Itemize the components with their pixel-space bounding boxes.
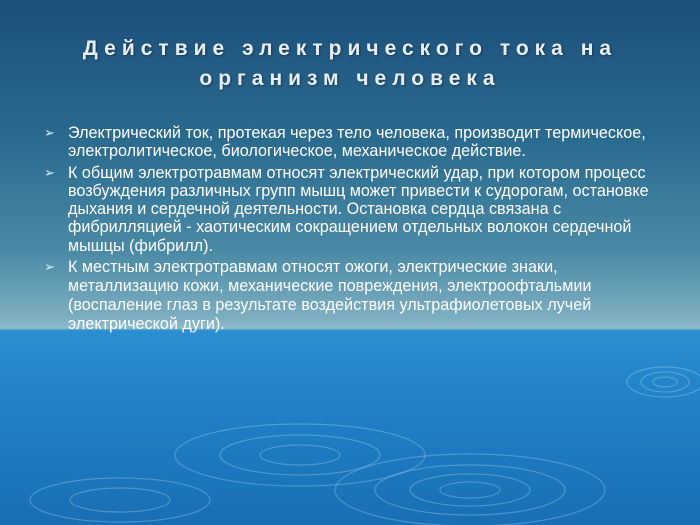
list-item: [44, 164, 664, 255]
arrow-bullet-icon: ➢: [44, 259, 55, 275]
bullet-list: [44, 124, 664, 337]
list-item: [44, 124, 664, 161]
list-item: [44, 258, 664, 334]
arrow-bullet-icon: ➢: [44, 125, 55, 140]
bullet-text: К общим электротравмам относят электрический удар, при котором процесс возбуждения различных групп мышц может привести к судорогам, остановке дыхания и сердечной деятельности. Остановка сердца связана с фибрилляцией - хаотическим сокращением отдельных волокон сердечной мышцы (фибрилл).: [68, 163, 649, 255]
arrow-bullet-icon: ➢: [44, 164, 55, 180]
bullet-text: К местным электротравмам относят ожоги, электрические знаки, металлизацию кожи, механические повреждения, электроофтальмии (воспаление глаз в результате воздействия ультрафиолетовых лучей электрической дуги).: [68, 258, 592, 334]
bullet-text: Электрический ток, протекая через тело человека, производит термическое, электролитическое, биологическое, механическое действие.: [68, 124, 646, 161]
slide-title: Действие электрического тока на организм человека: [82, 37, 618, 90]
